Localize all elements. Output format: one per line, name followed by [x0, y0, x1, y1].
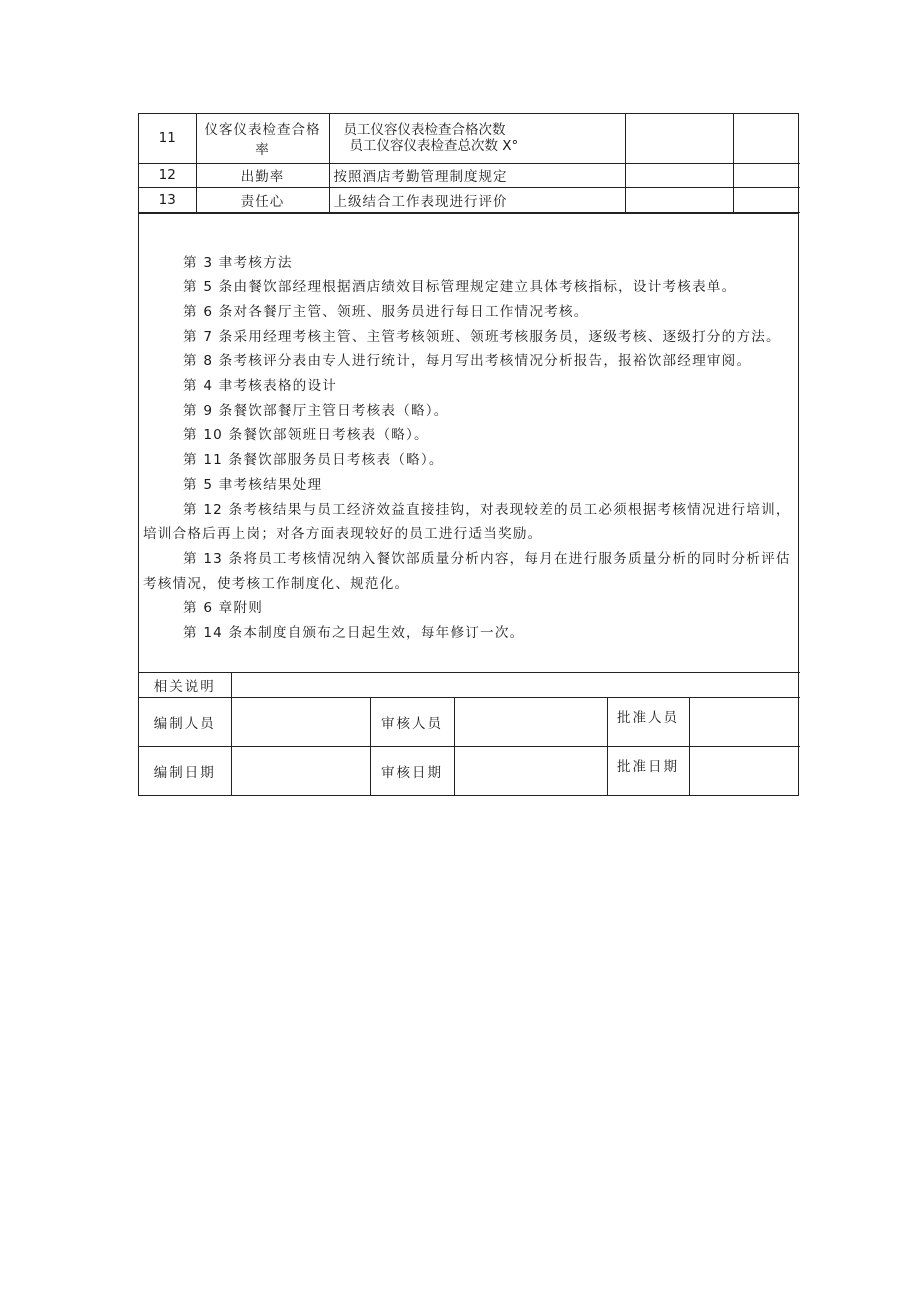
article-paragraph: 第 6 条对各餐厅主管、领班、服务员进行每日工作情况考核。: [183, 303, 589, 320]
article-paragraph: 第 10 条餐饮部领班日考核表（略）。: [183, 427, 429, 444]
chapter-heading: 第 6 章附则: [183, 600, 264, 617]
signoff-table: [139, 672, 800, 796]
reviewed-date-value: [454, 746, 607, 795]
article-paragraph: 第 11 条餐饮部服务员日考核表（略）。: [183, 452, 444, 469]
article-paragraph: 第 8 条考核评分表由专人进行统计，每月写出考核情况分析报告，报裕饮部经理审阅。: [183, 353, 752, 370]
article-paragraph: 第 5 条由餐饮部经理根据酒店绩效目标管理规定建立具体考核指标，设计考核表单。: [183, 279, 737, 296]
reviewed-by-label: 审核人员: [370, 697, 454, 746]
table-row: [139, 697, 800, 746]
indicator-name: 出勤率: [196, 163, 329, 187]
assessment-score-table: [139, 114, 800, 213]
prepared-date-value: [231, 746, 370, 795]
table-row: [139, 114, 800, 163]
approved-by-value: [689, 697, 800, 746]
indicator-standard: 上级结合工作表现进行评价: [329, 187, 625, 212]
reviewed-date-label: 审核日期: [370, 746, 454, 795]
approved-date-label: 批准日期: [607, 746, 689, 795]
regulation-body: [139, 213, 798, 672]
article-paragraph: 第 13 条将员工考核情况纳入餐饮部质量分析内容，每月在进行服务质量分析的同时分析评估考核情况，使考核工作制度化、规范化。: [143, 550, 791, 592]
prepared-date-label: 编制日期: [139, 746, 231, 795]
article-paragraph: 第 9 条餐饮部餐厅主管日考核表（略）。: [183, 402, 449, 419]
article-paragraph: 第 14 条本制度自颁布之日起生效，每年修订一次。: [183, 625, 525, 642]
empty-cell: [733, 163, 800, 187]
related-notes-value: [231, 672, 800, 697]
indicator-standard: 按照酒店考勤管理制度规定: [329, 163, 625, 187]
approved-by-label: 批准人员: [607, 697, 689, 746]
table-row: [139, 163, 800, 187]
regulation-document: [138, 113, 799, 796]
row-number: 11: [139, 114, 196, 163]
indicator-formula: 员工仪容仪表检查合格次数 员工仪容仪表检查总次数 X°: [329, 114, 625, 163]
empty-cell: [733, 187, 800, 212]
related-notes-label: 相关说明: [139, 672, 231, 697]
chapter-heading: 第 5 聿考核结果处理: [183, 476, 323, 493]
chapter-heading: 第 3 聿考核方法: [183, 254, 293, 271]
empty-cell: [625, 187, 733, 212]
indicator-name: 责任心: [196, 187, 329, 212]
row-number: 12: [139, 163, 196, 187]
article-paragraph: 第 12 条考核结果与员工经济效益直接挂钩，对表现较差的员工必须根据考核情况进行培训，培训合格后再上岗；对各方面表现较好的员工进行适当奖励。: [143, 501, 791, 543]
chapter-heading: 第 4 聿考核表格的设计: [183, 378, 338, 395]
approved-date-value: [689, 746, 800, 795]
table-row: [139, 672, 800, 697]
empty-cell: [625, 114, 733, 163]
prepared-by-label: 编制人员: [139, 697, 231, 746]
row-number: 13: [139, 187, 196, 212]
empty-cell: [625, 163, 733, 187]
article-paragraph: 第 7 条采用经理考核主管、主管考核领班、领班考核服务员，逐级考核、逐级打分的方法。: [183, 328, 781, 345]
reviewed-by-value: [454, 697, 607, 746]
table-row: [139, 746, 800, 795]
table-row: [139, 187, 800, 212]
empty-cell: [733, 114, 800, 163]
prepared-by-value: [231, 697, 370, 746]
indicator-name: 仪客仪表检查合格 率: [196, 114, 329, 163]
